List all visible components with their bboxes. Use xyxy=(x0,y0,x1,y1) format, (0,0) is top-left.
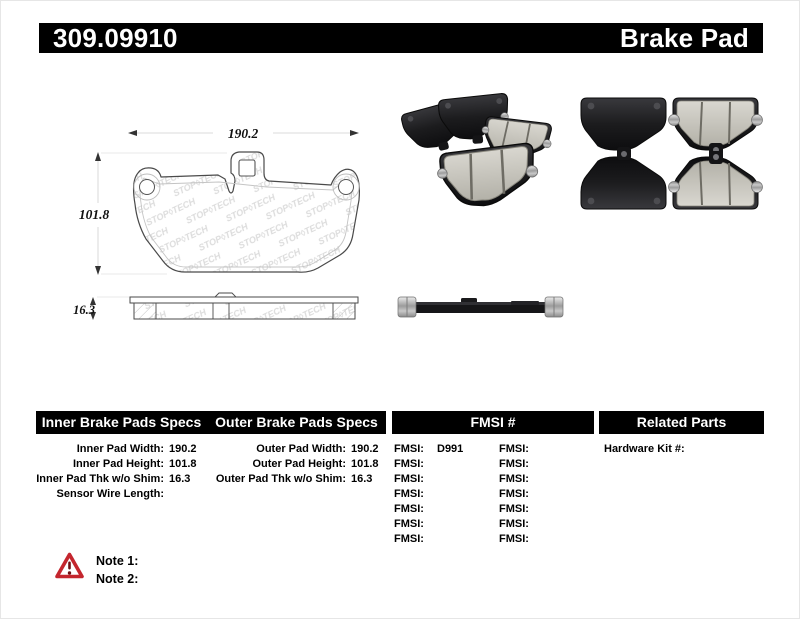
spec-label: FMSI: xyxy=(394,533,424,545)
spec-label: FMSI: xyxy=(499,488,529,500)
title-bar xyxy=(39,23,763,53)
table-row xyxy=(36,487,197,502)
table-row xyxy=(394,532,463,547)
table-row xyxy=(499,457,542,472)
spec-label: Hardware Kit #: xyxy=(604,443,685,455)
spec-label: FMSI: xyxy=(499,518,529,530)
notes-section xyxy=(96,553,143,588)
spec-label: Outer Pad Width: xyxy=(256,443,346,455)
pads-flat-photo xyxy=(581,98,763,209)
pad-front-view-drawing xyxy=(134,152,360,272)
part-number: 309.09910 xyxy=(53,23,178,53)
note-line xyxy=(96,553,143,571)
spec-label: FMSI: xyxy=(499,473,529,485)
spec-value: 101.8 xyxy=(169,458,197,470)
table-row xyxy=(394,517,463,532)
table-row xyxy=(499,472,542,487)
width-dimension xyxy=(128,126,359,141)
table-row xyxy=(394,457,463,472)
note-label: Note 2: xyxy=(96,571,139,586)
thickness-dimension xyxy=(73,297,130,320)
table-row xyxy=(394,502,463,517)
note-label: Note 1: xyxy=(96,554,139,568)
spec-label: FMSI: xyxy=(394,473,424,485)
table-row xyxy=(36,472,197,487)
thickness-dim-label: 16.3 xyxy=(73,303,95,317)
table-row xyxy=(36,457,197,472)
outer-specs-column xyxy=(206,442,379,487)
product-name: Brake Pad xyxy=(620,23,749,53)
table-row xyxy=(206,472,379,487)
table-row xyxy=(499,442,542,457)
height-dim-label: 101.8 xyxy=(78,207,110,222)
outer-specs-header: Outer Brake Pads Specs xyxy=(207,411,386,434)
spec-label: Sensor Wire Length: xyxy=(56,488,164,500)
technical-drawing xyxy=(51,109,396,336)
spec-label: Inner Pad Height: xyxy=(72,458,164,470)
table-row xyxy=(604,442,690,457)
spec-label: FMSI: xyxy=(499,533,529,545)
spec-value: D991 xyxy=(437,443,464,455)
table-row xyxy=(499,487,542,502)
table-row xyxy=(394,442,463,457)
note-line xyxy=(96,571,143,589)
inner-specs-column xyxy=(36,442,197,502)
table-row xyxy=(394,487,463,502)
spec-value: 190.2 xyxy=(169,443,197,455)
fmsi-column-2 xyxy=(499,442,542,547)
spec-label: Outer Pad Thk w/o Shim: xyxy=(215,473,346,485)
spec-value: 16.3 xyxy=(351,473,373,485)
width-dim-label: 190.2 xyxy=(227,126,259,141)
warning-triangle-icon xyxy=(55,552,84,579)
table-row xyxy=(206,442,379,457)
fmsi-column-1 xyxy=(394,442,463,547)
spec-label: FMSI: xyxy=(394,458,424,470)
table-row xyxy=(36,442,197,457)
pads-angled-photo xyxy=(400,93,554,209)
spec-label: FMSI: xyxy=(499,458,529,470)
spec-label: FMSI: xyxy=(394,488,424,500)
table-row xyxy=(499,532,542,547)
inner-specs-header: Inner Brake Pads Specs xyxy=(36,411,207,434)
spec-value: 101.8 xyxy=(351,458,379,470)
related-parts-column xyxy=(604,442,690,457)
product-photos xyxy=(391,86,771,331)
spec-label: FMSI: xyxy=(394,443,424,455)
spec-label: Inner Pad Width: xyxy=(76,443,164,455)
spec-label: FMSI: xyxy=(394,503,424,515)
spec-label: FMSI: xyxy=(499,443,529,455)
spec-label: FMSI: xyxy=(499,503,529,515)
table-row xyxy=(499,502,542,517)
spec-label: Inner Pad Thk w/o Shim: xyxy=(36,473,164,485)
spec-label: Outer Pad Height: xyxy=(252,458,346,470)
pad-edge-hardware-photo xyxy=(398,297,563,317)
spec-value: 16.3 xyxy=(169,473,191,485)
table-row xyxy=(394,472,463,487)
table-row xyxy=(499,517,542,532)
table-row xyxy=(206,457,379,472)
fmsi-header: FMSI # xyxy=(392,411,594,434)
spec-value: 190.2 xyxy=(351,443,379,455)
pad-side-view-drawing xyxy=(130,293,358,319)
related-parts-header: Related Parts xyxy=(599,411,764,434)
spec-label: FMSI: xyxy=(394,518,424,530)
